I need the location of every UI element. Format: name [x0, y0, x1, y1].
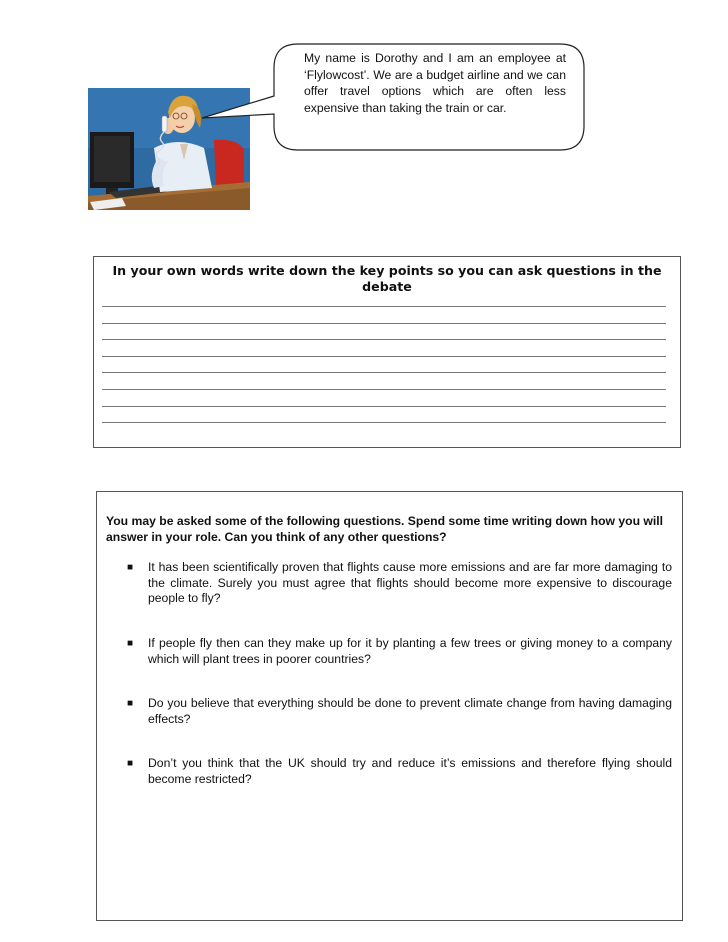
question-text: If people fly then can they make up for it by planting a few trees or giving money to a company which will plant trees in poorer countries? — [148, 636, 672, 666]
bullet-icon: ■ — [127, 758, 134, 769]
question-text: Don’t you think that the UK should try and reduce it’s emissions and therefore flying should become restricted? — [148, 756, 672, 786]
question-item — [127, 560, 672, 607]
bullet-icon: ■ — [127, 562, 134, 573]
question-text: Do you believe that everything should be done to prevent climate change from having damaging effects? — [148, 696, 672, 726]
writing-line — [102, 422, 666, 423]
writing-line — [102, 356, 666, 357]
questions-intro: You may be asked some of the following questions. Spend some time writing down how you will answer in your role. Can you think of any other questions? — [106, 514, 664, 544]
question-item — [127, 756, 672, 787]
writing-line — [102, 306, 666, 307]
question-text: It has been scientifically proven that flights cause more emissions and are far more damaging to the climate. Surely you must agree that flights should become more expensive to discourage people to fly? — [148, 560, 672, 605]
writing-line — [102, 372, 666, 373]
notes-box — [93, 256, 681, 448]
questions-box — [96, 491, 683, 921]
writing-line — [102, 406, 666, 407]
question-item — [127, 696, 672, 727]
bullet-icon: ■ — [127, 698, 134, 709]
bullet-icon: ■ — [127, 638, 134, 649]
writing-line — [102, 323, 666, 324]
notes-box-title: In your own words write down the key points so you can ask questions in the debate — [112, 263, 662, 294]
question-item — [127, 636, 672, 667]
writing-line — [102, 389, 666, 390]
speech-bubble-text: My name is Dorothy and I am an employee at ‘Flylowcost’. We are a budget airline and we can offer travel options which are often less expensive than taking the train or car. — [304, 51, 566, 115]
writing-line — [102, 339, 666, 340]
